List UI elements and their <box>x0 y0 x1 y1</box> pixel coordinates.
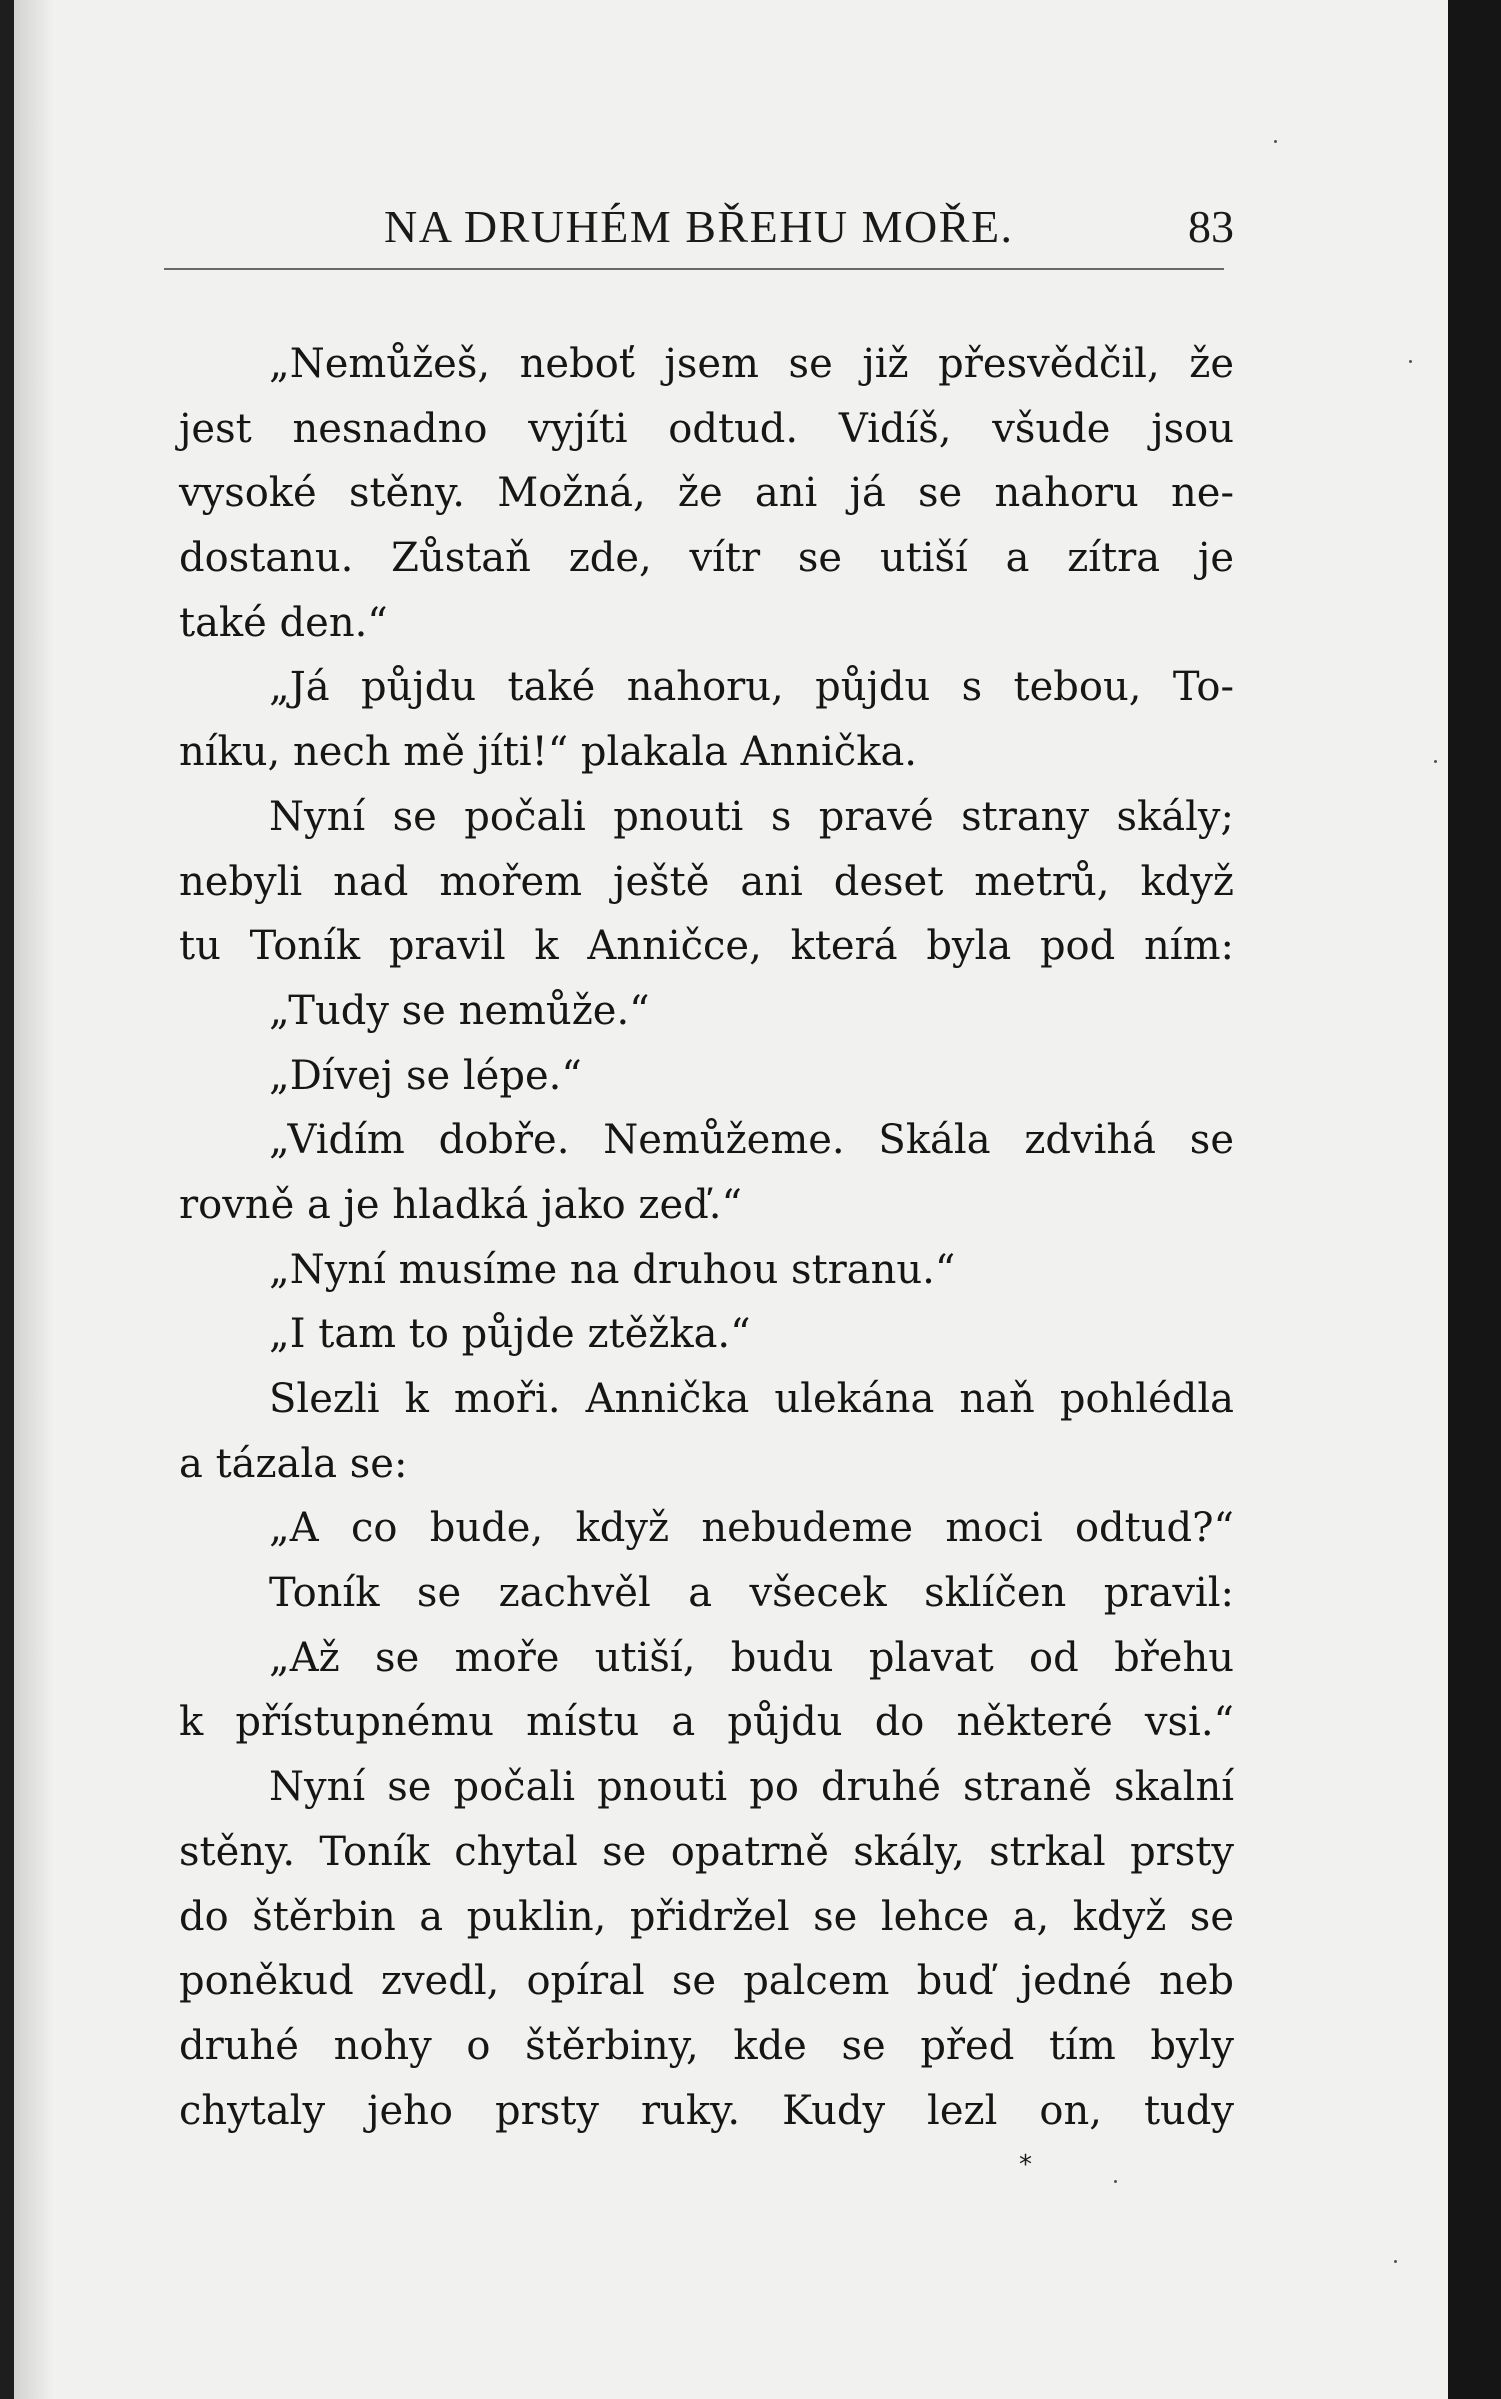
book-page <box>14 0 1448 2399</box>
paper-speck <box>1409 360 1412 363</box>
text-line: „I tam to půjde ztěžka.“ <box>269 1311 751 1358</box>
text-line: „Vidím dobře. Nemůžeme. Skála zdvihá se <box>269 1117 1234 1164</box>
text-line: níku, nech mě jíti!“ plakala Annička. <box>179 729 918 776</box>
paper-speck <box>1434 760 1437 763</box>
text-line: také den.“ <box>179 599 388 646</box>
text-line: „A co bude, když nebudeme moci odtud?“ <box>269 1505 1234 1552</box>
text-line: „Tudy se nemůže.“ <box>269 987 650 1034</box>
paper-speck <box>1114 2180 1117 2183</box>
text-line: a tázala se: <box>179 1440 408 1487</box>
text-line: do štěrbin a puklin, přidržel se lehce a, když se <box>179 1893 1234 1940</box>
text-line: „Já půjdu také nahoru, půjdu s tebou, To- <box>269 664 1234 711</box>
paper-speck <box>1274 140 1277 143</box>
page-gutter-shadow <box>14 0 54 2399</box>
text-line: Nyní se počali pnouti po druhé straně skalní <box>269 1764 1234 1811</box>
text-line: rovně a je hladká jako zeď.“ <box>179 1181 742 1228</box>
text-line: tu Toník pravil k Anničce, která byla pod ním: <box>179 923 1234 970</box>
page-header <box>164 200 1234 260</box>
text-line: „Nyní musíme na druhou stranu.“ <box>269 1246 956 1293</box>
text-line: nebyli nad mořem ještě ani deset metrů, když <box>179 858 1234 905</box>
text-line: Nyní se počali pnouti s pravé strany skály; <box>269 793 1234 840</box>
text-line: „Dívej se lépe.“ <box>269 1052 582 1099</box>
text-line: jest nesnadno vyjíti odtud. Vidíš, všude jsou <box>179 405 1234 452</box>
scan-border-right <box>1448 0 1501 2399</box>
text-line: chytaly jeho prsty ruky. Kudy lezl on, tudy <box>179 2087 1234 2134</box>
text-line: k přístupnému místu a půjdu do některé vsi.“ <box>179 1699 1234 1746</box>
text-line: dostanu. Zůstaň zde, vítr se utiší a zítra je <box>179 535 1234 582</box>
text-line: Slezli k moři. Annička ulekána naň pohlédla <box>269 1376 1234 1422</box>
body-text <box>179 332 1234 2143</box>
text-line: Toník se zachvěl a všecek sklíčen pravil: <box>269 1570 1234 1617</box>
header-rule <box>164 268 1224 270</box>
text-line: „Až se moře utiší, budu plavat od břehu <box>269 1634 1234 1681</box>
text-line: vysoké stěny. Možná, že ani já se nahoru ne- <box>179 470 1234 517</box>
signature-mark: * <box>1019 2150 1032 2180</box>
text-line: „Nemůžeš, neboť jsem se již přesvědčil, že <box>269 341 1234 387</box>
paper-speck <box>1394 2260 1397 2263</box>
text-line: druhé nohy o štěrbiny, kde se před tím byly <box>179 2022 1234 2069</box>
running-head: NA DRUHÉM BŘEHU MOŘE. <box>384 201 1014 252</box>
text-line: poněkud zvedl, opíral se palcem buď jedné neb <box>179 1958 1234 2005</box>
page-number: 83 <box>1188 201 1234 252</box>
text-line: stěny. Toník chytal se opatrně skály, strkal prsty <box>179 1828 1234 1875</box>
